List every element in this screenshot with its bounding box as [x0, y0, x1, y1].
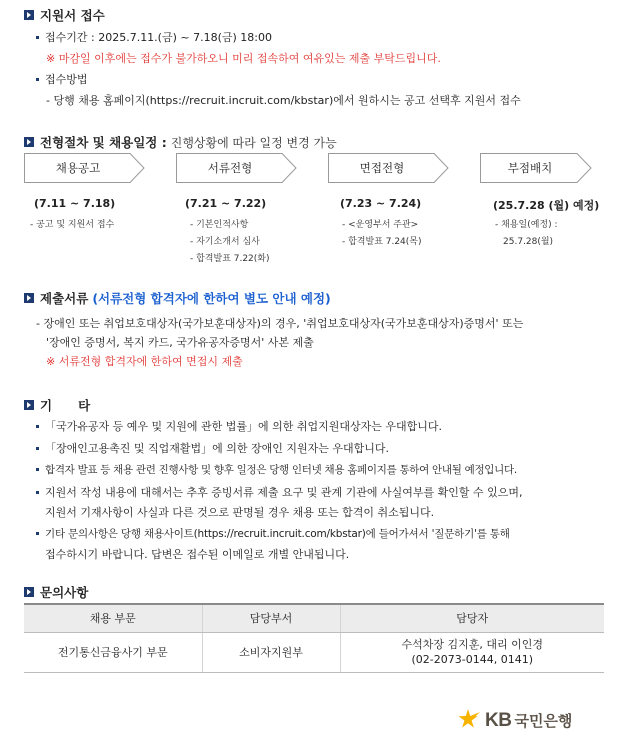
step-label: 채용공고	[55, 161, 101, 175]
step-label: 서류전형	[207, 161, 253, 175]
kb-logo	[455, 708, 572, 733]
arrow-icon	[24, 10, 34, 20]
bullet-icon	[36, 532, 39, 535]
application-method-detail: - 당행 채용 홈페이지(https://recruit.incruit.com/kbstar)에서 원하시는 공고 선택후 지원서 접수	[46, 94, 521, 107]
arrow-icon	[24, 400, 34, 410]
step-note: 25.7.28(월)	[503, 237, 554, 247]
section-title: 문의사항	[40, 585, 89, 600]
cell-department: 소비자지원부	[202, 632, 340, 672]
logo-bank-name: 국민은행	[514, 712, 573, 730]
section-title: 지원서 접수	[40, 8, 105, 23]
process-step-3	[328, 153, 449, 183]
process-step-2	[176, 153, 297, 183]
bullet-icon	[36, 468, 39, 471]
kb-star-icon	[455, 708, 481, 733]
deadline-notice: ※ 마감일 이후에는 접수가 불가하오니 미리 접속하여 여유있는 제출 부탁드립니다.	[46, 52, 441, 65]
bullet-icon	[36, 491, 39, 494]
step-note: - 합격발표 7.22(화)	[190, 254, 270, 264]
bullet-icon	[36, 36, 39, 39]
step-date-2: (7.21 ~ 7.22)	[185, 197, 267, 210]
step-label: 면접전형	[359, 161, 405, 175]
arrow-icon	[24, 587, 34, 597]
cell-person	[340, 632, 604, 672]
section-title: 기 타	[40, 398, 91, 413]
cell-category: 전기통신금융사기 부문	[24, 632, 202, 672]
logo-kb-text: KB	[485, 709, 512, 731]
other-item-3: 합격자 발표 등 채용 관련 진행사항 및 향후 일정은 당행 인터넷 채용 홈페이지를 통하여 안내될 예정입니다.	[36, 462, 517, 477]
step-note: - 합격발표 7.24(목)	[342, 237, 422, 247]
header-person: 담당자	[340, 604, 604, 632]
section-other-header	[24, 396, 90, 414]
step-date-4: (25.7.28 (월) 예정)	[493, 199, 600, 212]
documents-line-1: - 장애인 또는 취업보호대상자(국가보훈대상자)의 경우, '취업보호대상자(국가보훈대상자)증명서' 또는	[36, 317, 524, 330]
step-label: 부점배치	[507, 161, 553, 175]
step-note: - 기본인적사항	[190, 220, 249, 230]
contact-table	[24, 603, 604, 673]
step-date-3: (7.23 ~ 7.24)	[340, 197, 422, 210]
step-date-1: (7.11 ~ 7.18)	[34, 197, 116, 210]
step-note: - 채용일(예정) :	[495, 220, 558, 230]
person-phone: (02-2073-0144, 0141)	[411, 653, 533, 666]
step-note: - <운영부서 주관>	[342, 220, 419, 230]
table-row	[24, 632, 604, 672]
bullet-icon	[36, 447, 39, 450]
section-application-header	[24, 6, 105, 24]
other-item-1: 「국가유공자 등 예우 및 지원에 관한 법률」에 의한 취업지원대상자는 우대합니다.	[36, 418, 442, 434]
table-header-row	[24, 604, 604, 632]
header-category: 채용 부문	[24, 604, 202, 632]
process-step-4	[480, 153, 592, 183]
section-contact-header	[24, 583, 88, 601]
other-item-5: 기타 문의사항은 당행 채용사이트(https://recruit.incruit.com/kbstar)에 들어가셔서 '질문하기'를 통해	[36, 526, 510, 541]
other-item-4: 지원서 작성 내용에 대해서는 추후 증빙서류 제출 요구 및 관계 기관에 사실여부를 확인할 수 있으며,	[36, 484, 523, 500]
header-department: 담당부서	[202, 604, 340, 632]
bullet-icon	[36, 78, 39, 81]
arrow-icon	[24, 293, 34, 303]
person-names: 수석차장 김지훈, 대리 이인경	[401, 638, 543, 651]
other-item-5-cont: 접수하시기 바랍니다. 답변은 접수된 이메일로 개별 안내됩니다.	[45, 548, 350, 561]
section-title: 전형절차 및 채용일정 :	[40, 135, 167, 150]
arrow-icon	[24, 137, 34, 147]
application-period: 접수기간 : 2025.7.11.(금) ~ 7.18(금) 18:00	[36, 29, 272, 45]
other-item-2: 「장애인고용촉진 및 직업재활법」에 의한 장애인 지원자는 우대합니다.	[36, 440, 389, 456]
section-process-header	[24, 133, 337, 151]
section-highlight: (서류전형 합격자에 한하여 별도 안내 예정)	[92, 291, 331, 306]
step-note: - 자기소개서 심사	[190, 237, 260, 247]
section-subtitle: 진행상황에 따라 일정 변경 가능	[170, 135, 337, 150]
documents-line-2: '장애인 증명서, 복지 카드, 국가유공자증명서' 사본 제출	[46, 336, 314, 349]
process-step-1	[24, 153, 145, 183]
section-title: 제출서류	[40, 291, 89, 306]
documents-notice: ※ 서류전형 합격자에 한하여 면접시 제출	[46, 355, 243, 368]
section-documents-header	[24, 289, 331, 307]
bullet-icon	[36, 425, 39, 428]
application-method-label: 접수방법	[36, 71, 88, 87]
step-note: - 공고 및 지원서 접수	[30, 220, 115, 230]
other-item-4-cont: 지원서 기재사항이 사실과 다른 것으로 판명될 경우 채용 또는 합격이 취소됩니다.	[45, 506, 435, 519]
